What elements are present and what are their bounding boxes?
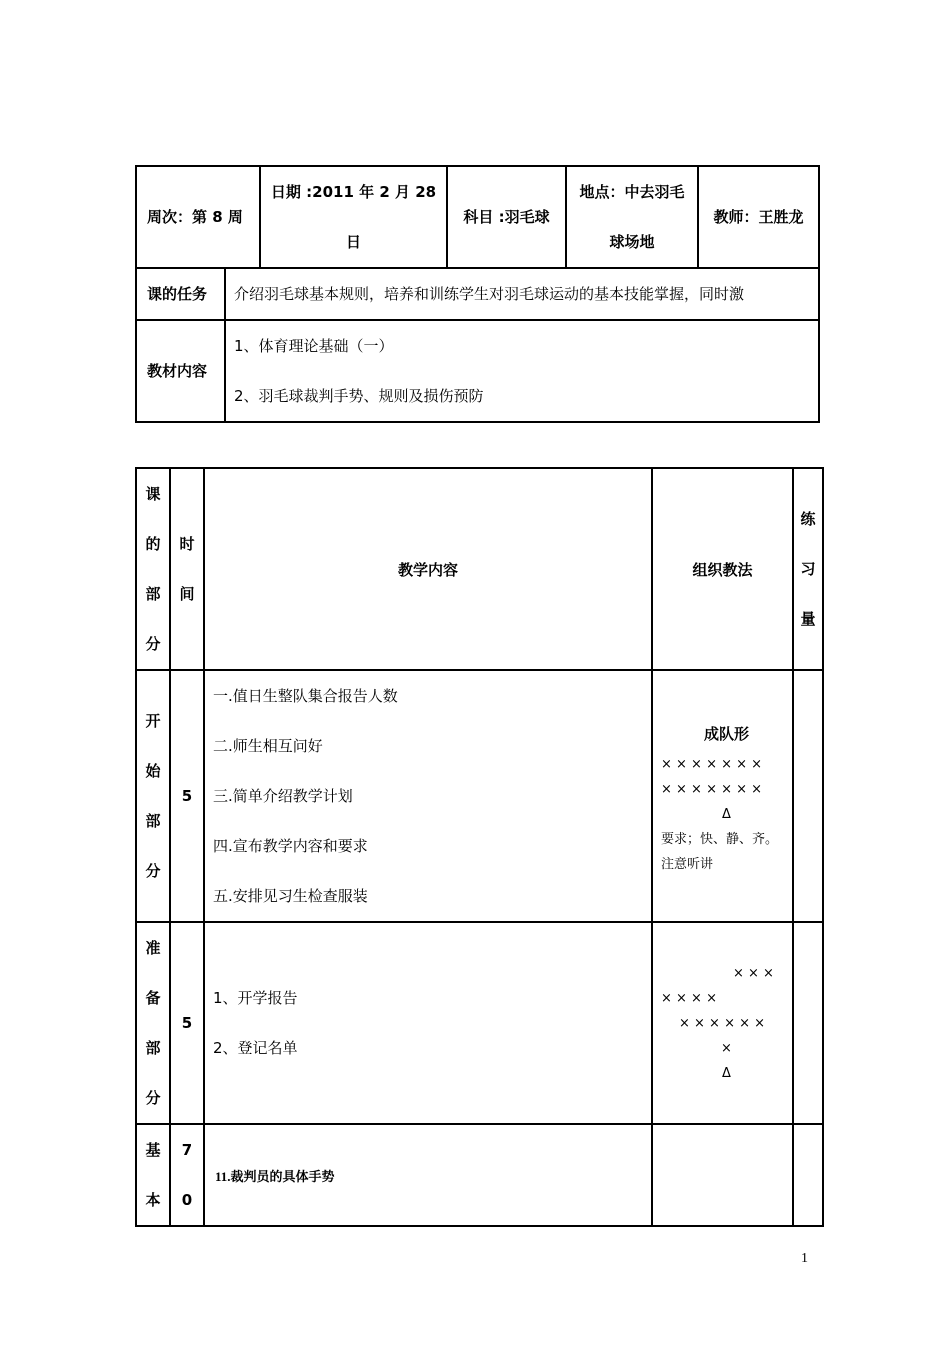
table-row — [136, 1124, 823, 1226]
formation-line: × — [721, 1040, 732, 1056]
part-cell: 开 始 部 分 — [136, 670, 170, 922]
week-cell: 周次：第 8 周 — [136, 166, 260, 268]
content-cell — [204, 670, 652, 922]
time-cell: 5 — [170, 922, 204, 1124]
header-amount: 练 习 量 — [793, 468, 823, 670]
part-cell: 准 备 部 分 — [136, 922, 170, 1124]
task-label: 课的任务 — [136, 268, 225, 320]
teacher-marker: Δ — [722, 1065, 731, 1081]
content-item: 二.师生相互问好 — [213, 737, 323, 755]
subject-cell: 科目 :羽毛球 — [447, 166, 566, 268]
header-content: 教学内容 — [204, 468, 652, 670]
material-item: 2、羽毛球裁判手势、规则及损伤预防 — [234, 387, 484, 405]
time-cell: 5 — [170, 670, 204, 922]
header-method: 组织教法 — [652, 468, 793, 670]
lesson-info-table — [135, 165, 820, 423]
amount-cell — [793, 1124, 823, 1226]
location-cell: 地点：中去羽毛 球场地 — [566, 166, 698, 268]
method-cell — [652, 1124, 793, 1226]
formation-line: × × × × × × — [679, 1015, 766, 1031]
header-time: 时 间 — [170, 468, 204, 670]
formation-line: × × × × — [661, 990, 717, 1006]
amount-cell — [793, 922, 823, 1124]
page-number: 1 — [801, 1251, 808, 1266]
lesson-plan-table — [135, 467, 824, 1227]
method-cell — [652, 670, 793, 922]
formation-line: × × × × × × × — [661, 756, 763, 772]
method-note: 要求；快、静、齐。 — [661, 831, 779, 847]
time-cell: 7 0 — [170, 1124, 204, 1226]
content-item: 11.裁判员的具体手势 — [215, 1168, 335, 1184]
teacher-marker: Δ — [722, 806, 731, 822]
material-content — [225, 320, 819, 422]
method-title: 成队形 — [703, 724, 749, 743]
content-item: 三.简单介绍教学计划 — [213, 787, 353, 805]
content-cell — [204, 922, 652, 1124]
formation-line: × × × — [733, 965, 774, 981]
date-cell: 日期 :2011 年 2 月 28 日 — [260, 166, 447, 268]
header-part: 课 的 部 分 — [136, 468, 170, 670]
table-row — [136, 922, 823, 1124]
content-item: 四.宣布教学内容和要求 — [213, 837, 368, 855]
content-cell — [204, 1124, 652, 1226]
content-item: 一.值日生整队集合报告人数 — [213, 687, 398, 705]
teacher-cell: 教师：王胜龙 — [698, 166, 819, 268]
table-row — [136, 670, 823, 922]
content-item: 2、登记名单 — [213, 1039, 298, 1057]
header-row — [136, 468, 823, 670]
content-item: 1、开学报告 — [213, 989, 298, 1007]
task-text: 介绍羽毛球基本规则，培养和训练学生对羽毛球运动的基本技能掌握，同时激 — [225, 268, 819, 320]
content-item: 五.安排见习生检查服装 — [213, 887, 368, 905]
method-cell — [652, 922, 793, 1124]
material-label: 教材内容 — [136, 320, 225, 422]
method-note: 注意听讲 — [661, 856, 714, 872]
material-item: 1、体育理论基础（一） — [234, 337, 394, 355]
formation-line: × × × × × × × — [661, 781, 763, 797]
part-cell: 基 本 — [136, 1124, 170, 1226]
amount-cell — [793, 670, 823, 922]
